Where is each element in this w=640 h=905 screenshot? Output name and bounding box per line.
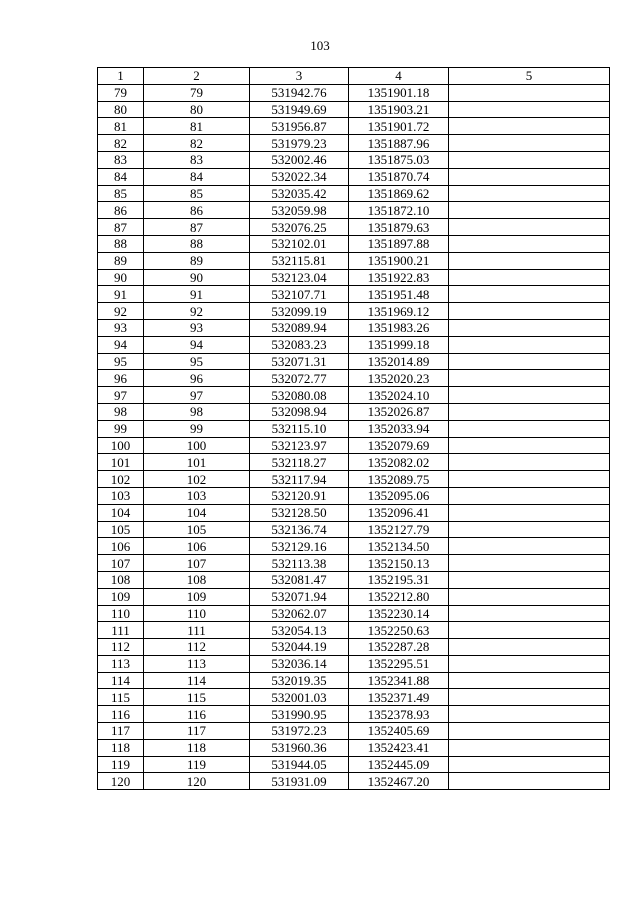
table-cell: 100 (144, 437, 250, 454)
table-row (98, 689, 610, 706)
table-cell (449, 101, 610, 118)
table-cell (449, 84, 610, 101)
table-row (98, 622, 610, 639)
table-cell: 1351900.21 (349, 252, 449, 269)
table-cell (449, 588, 610, 605)
table-cell: 1352020.23 (349, 370, 449, 387)
table-cell: 532120.91 (250, 487, 349, 504)
table-cell (449, 471, 610, 488)
table-cell: 1351901.72 (349, 118, 449, 135)
table-cell: 109 (144, 588, 250, 605)
table-cell (449, 135, 610, 152)
table-cell (449, 219, 610, 236)
table-cell: 531944.05 (250, 756, 349, 773)
table-cell: 112 (98, 639, 144, 656)
column-header: 2 (144, 68, 250, 85)
table-cell (449, 655, 610, 672)
table-cell: 1351983.26 (349, 319, 449, 336)
table-cell: 1352405.69 (349, 723, 449, 740)
table-cell: 88 (98, 235, 144, 252)
table-cell (449, 303, 610, 320)
table-row (98, 336, 610, 353)
table-row (98, 639, 610, 656)
table-cell: 108 (98, 571, 144, 588)
table-cell (449, 504, 610, 521)
table-cell: 532080.08 (250, 387, 349, 404)
table-cell: 532044.19 (250, 639, 349, 656)
column-header: 1 (98, 68, 144, 85)
table-cell: 1351903.21 (349, 101, 449, 118)
table-cell: 92 (98, 303, 144, 320)
table-cell (449, 269, 610, 286)
table-cell: 1352295.51 (349, 655, 449, 672)
table-cell: 532076.25 (250, 219, 349, 236)
table-row (98, 420, 610, 437)
table-row (98, 588, 610, 605)
table-cell (449, 202, 610, 219)
table-cell: 1352467.20 (349, 773, 449, 790)
table-cell: 532081.47 (250, 571, 349, 588)
table-cell: 1352134.50 (349, 538, 449, 555)
table-row (98, 538, 610, 555)
table-cell: 81 (144, 118, 250, 135)
table-cell: 531960.36 (250, 739, 349, 756)
table-cell (449, 387, 610, 404)
table-cell (449, 319, 610, 336)
table-cell: 1351872.10 (349, 202, 449, 219)
table-row (98, 219, 610, 236)
table-row (98, 135, 610, 152)
table-row (98, 403, 610, 420)
table-cell: 1351951.48 (349, 286, 449, 303)
table-cell: 531979.23 (250, 135, 349, 152)
table-cell (449, 118, 610, 135)
table-row (98, 319, 610, 336)
table-row (98, 437, 610, 454)
table-cell: 110 (98, 605, 144, 622)
table-cell: 95 (98, 353, 144, 370)
table-cell: 85 (98, 185, 144, 202)
table-cell: 116 (98, 706, 144, 723)
table-cell: 107 (144, 555, 250, 572)
table-row (98, 202, 610, 219)
table-cell: 1351901.18 (349, 84, 449, 101)
table-row (98, 118, 610, 135)
table-cell: 532036.14 (250, 655, 349, 672)
table-cell (449, 487, 610, 504)
table-cell: 1351969.12 (349, 303, 449, 320)
table-cell: 119 (98, 756, 144, 773)
table-cell: 88 (144, 235, 250, 252)
table-cell: 107 (98, 555, 144, 572)
table-row (98, 185, 610, 202)
table-cell: 108 (144, 571, 250, 588)
table-cell: 84 (98, 168, 144, 185)
table-cell: 89 (144, 252, 250, 269)
table-cell (449, 353, 610, 370)
table-cell: 80 (144, 101, 250, 118)
table-cell: 94 (98, 336, 144, 353)
table-cell: 1352095.06 (349, 487, 449, 504)
table-cell: 83 (98, 151, 144, 168)
table-cell (449, 185, 610, 202)
table-cell: 532123.97 (250, 437, 349, 454)
table-row (98, 756, 610, 773)
page-number: 103 (310, 38, 330, 53)
table-cell: 532019.35 (250, 672, 349, 689)
table-cell: 119 (144, 756, 250, 773)
table-cell: 87 (98, 219, 144, 236)
table-cell (449, 151, 610, 168)
column-header: 3 (250, 68, 349, 85)
table-cell: 117 (144, 723, 250, 740)
table-cell: 532059.98 (250, 202, 349, 219)
table-cell (449, 437, 610, 454)
table-cell: 89 (98, 252, 144, 269)
table-cell: 532136.74 (250, 521, 349, 538)
table-cell: 101 (98, 454, 144, 471)
table-cell (449, 336, 610, 353)
table-cell: 120 (98, 773, 144, 790)
table-cell (449, 739, 610, 756)
table-cell: 1352341.88 (349, 672, 449, 689)
table-row (98, 353, 610, 370)
table-cell: 81 (98, 118, 144, 135)
table-cell (449, 639, 610, 656)
table-cell: 532115.81 (250, 252, 349, 269)
table-row (98, 252, 610, 269)
table-cell: 91 (98, 286, 144, 303)
table-cell: 104 (144, 504, 250, 521)
table-cell: 1352371.49 (349, 689, 449, 706)
table-cell: 532071.31 (250, 353, 349, 370)
table-row (98, 168, 610, 185)
table-cell: 103 (144, 487, 250, 504)
table-cell: 1351887.96 (349, 135, 449, 152)
table-header-row (98, 68, 610, 85)
table-cell: 532118.27 (250, 454, 349, 471)
table-cell: 532071.94 (250, 588, 349, 605)
table-cell: 84 (144, 168, 250, 185)
table-cell: 118 (144, 739, 250, 756)
table-cell (449, 168, 610, 185)
table-cell: 86 (98, 202, 144, 219)
table-cell (449, 403, 610, 420)
table-cell: 82 (144, 135, 250, 152)
table-cell: 532035.42 (250, 185, 349, 202)
table-cell: 91 (144, 286, 250, 303)
table-cell: 1351875.03 (349, 151, 449, 168)
table-cell: 82 (98, 135, 144, 152)
table-cell: 531931.09 (250, 773, 349, 790)
table-cell: 1352423.41 (349, 739, 449, 756)
table-row (98, 387, 610, 404)
coordinates-table (97, 67, 610, 790)
table-row (98, 504, 610, 521)
table-row (98, 370, 610, 387)
table-cell (449, 605, 610, 622)
table-cell: 94 (144, 336, 250, 353)
table-row (98, 739, 610, 756)
table-cell: 532022.34 (250, 168, 349, 185)
table-cell: 1352378.93 (349, 706, 449, 723)
table-cell: 1352096.41 (349, 504, 449, 521)
table-cell: 532123.04 (250, 269, 349, 286)
table-cell: 532107.71 (250, 286, 349, 303)
table-cell (449, 773, 610, 790)
table-cell: 86 (144, 202, 250, 219)
table-cell: 105 (98, 521, 144, 538)
table-cell: 120 (144, 773, 250, 790)
table-row (98, 672, 610, 689)
table-cell: 111 (98, 622, 144, 639)
table-cell: 106 (98, 538, 144, 555)
table-row (98, 269, 610, 286)
table-cell: 113 (144, 655, 250, 672)
table-row (98, 454, 610, 471)
table-cell: 1352127.79 (349, 521, 449, 538)
table-cell: 87 (144, 219, 250, 236)
table-cell: 1352250.63 (349, 622, 449, 639)
table-cell: 1351922.83 (349, 269, 449, 286)
table-cell: 96 (144, 370, 250, 387)
table-cell: 92 (144, 303, 250, 320)
table-cell (449, 420, 610, 437)
table-cell: 104 (98, 504, 144, 521)
table-cell: 116 (144, 706, 250, 723)
table-cell (449, 571, 610, 588)
table-cell: 105 (144, 521, 250, 538)
table-row (98, 723, 610, 740)
table-cell: 79 (144, 84, 250, 101)
table-cell: 1352014.89 (349, 353, 449, 370)
column-header: 4 (349, 68, 449, 85)
table-row (98, 521, 610, 538)
table-row (98, 471, 610, 488)
table-cell: 531949.69 (250, 101, 349, 118)
table-cell: 103 (98, 487, 144, 504)
table-cell (449, 723, 610, 740)
table-cell: 109 (98, 588, 144, 605)
table-cell: 532115.10 (250, 420, 349, 437)
table-cell: 1352089.75 (349, 471, 449, 488)
table-cell: 83 (144, 151, 250, 168)
table-row (98, 773, 610, 790)
table-row (98, 235, 610, 252)
table-cell: 99 (98, 420, 144, 437)
table-cell: 97 (98, 387, 144, 404)
table-cell: 102 (144, 471, 250, 488)
table-cell: 532128.50 (250, 504, 349, 521)
table-cell: 1352082.02 (349, 454, 449, 471)
table-cell: 114 (98, 672, 144, 689)
table-cell: 1352230.14 (349, 605, 449, 622)
table-cell: 532089.94 (250, 319, 349, 336)
table-cell: 100 (98, 437, 144, 454)
table-cell (449, 622, 610, 639)
table-cell (449, 706, 610, 723)
table-cell: 85 (144, 185, 250, 202)
table-cell (449, 252, 610, 269)
table-cell: 95 (144, 353, 250, 370)
table-row (98, 303, 610, 320)
table-cell: 1352033.94 (349, 420, 449, 437)
table-cell (449, 689, 610, 706)
table-cell: 1351999.18 (349, 336, 449, 353)
table-cell: 98 (98, 403, 144, 420)
table-cell: 93 (144, 319, 250, 336)
table-cell: 1352212.80 (349, 588, 449, 605)
table-cell: 101 (144, 454, 250, 471)
table-cell: 80 (98, 101, 144, 118)
table-cell (449, 370, 610, 387)
table-cell: 118 (98, 739, 144, 756)
table-cell: 93 (98, 319, 144, 336)
table-cell (449, 454, 610, 471)
table-cell (449, 286, 610, 303)
table-cell (449, 538, 610, 555)
table-cell: 115 (144, 689, 250, 706)
table-cell: 532099.19 (250, 303, 349, 320)
table-row (98, 706, 610, 723)
table-cell (449, 235, 610, 252)
table-body (98, 84, 610, 789)
table-row (98, 555, 610, 572)
table-cell: 1352287.28 (349, 639, 449, 656)
table-cell (449, 672, 610, 689)
table-row (98, 84, 610, 101)
table-cell: 102 (98, 471, 144, 488)
table-row (98, 487, 610, 504)
table-cell: 531942.76 (250, 84, 349, 101)
table-cell: 532054.13 (250, 622, 349, 639)
table-cell: 98 (144, 403, 250, 420)
table-cell: 1351869.62 (349, 185, 449, 202)
table-cell: 532113.38 (250, 555, 349, 572)
table-cell: 532098.94 (250, 403, 349, 420)
table-cell: 1352445.09 (349, 756, 449, 773)
table-cell: 106 (144, 538, 250, 555)
table-row (98, 655, 610, 672)
table-cell: 90 (144, 269, 250, 286)
table-cell: 1352195.31 (349, 571, 449, 588)
table-cell: 1351897.88 (349, 235, 449, 252)
table-cell: 112 (144, 639, 250, 656)
table-cell: 1351879.63 (349, 219, 449, 236)
table-cell: 532002.46 (250, 151, 349, 168)
table-cell: 532001.03 (250, 689, 349, 706)
table-cell: 1351870.74 (349, 168, 449, 185)
table-cell: 111 (144, 622, 250, 639)
table-row (98, 101, 610, 118)
table-cell: 115 (98, 689, 144, 706)
table-cell (449, 555, 610, 572)
column-header: 5 (449, 68, 610, 85)
table-cell: 110 (144, 605, 250, 622)
table-cell: 531972.23 (250, 723, 349, 740)
table-cell: 1352150.13 (349, 555, 449, 572)
table-row (98, 151, 610, 168)
table-cell: 90 (98, 269, 144, 286)
table-cell: 532072.77 (250, 370, 349, 387)
table-cell: 532083.23 (250, 336, 349, 353)
table-cell: 79 (98, 84, 144, 101)
table-cell: 531956.87 (250, 118, 349, 135)
table-cell (449, 756, 610, 773)
table-cell: 1352026.87 (349, 403, 449, 420)
table-cell: 532062.07 (250, 605, 349, 622)
table-cell: 1352079.69 (349, 437, 449, 454)
table-cell: 97 (144, 387, 250, 404)
table-row (98, 571, 610, 588)
table-row (98, 605, 610, 622)
table-cell: 99 (144, 420, 250, 437)
table-cell: 532129.16 (250, 538, 349, 555)
table-cell: 531990.95 (250, 706, 349, 723)
table-cell (449, 521, 610, 538)
table-cell: 1352024.10 (349, 387, 449, 404)
table-cell: 117 (98, 723, 144, 740)
table-cell: 532117.94 (250, 471, 349, 488)
table-cell: 113 (98, 655, 144, 672)
table-cell: 532102.01 (250, 235, 349, 252)
table-cell: 96 (98, 370, 144, 387)
table-cell: 114 (144, 672, 250, 689)
table-row (98, 286, 610, 303)
